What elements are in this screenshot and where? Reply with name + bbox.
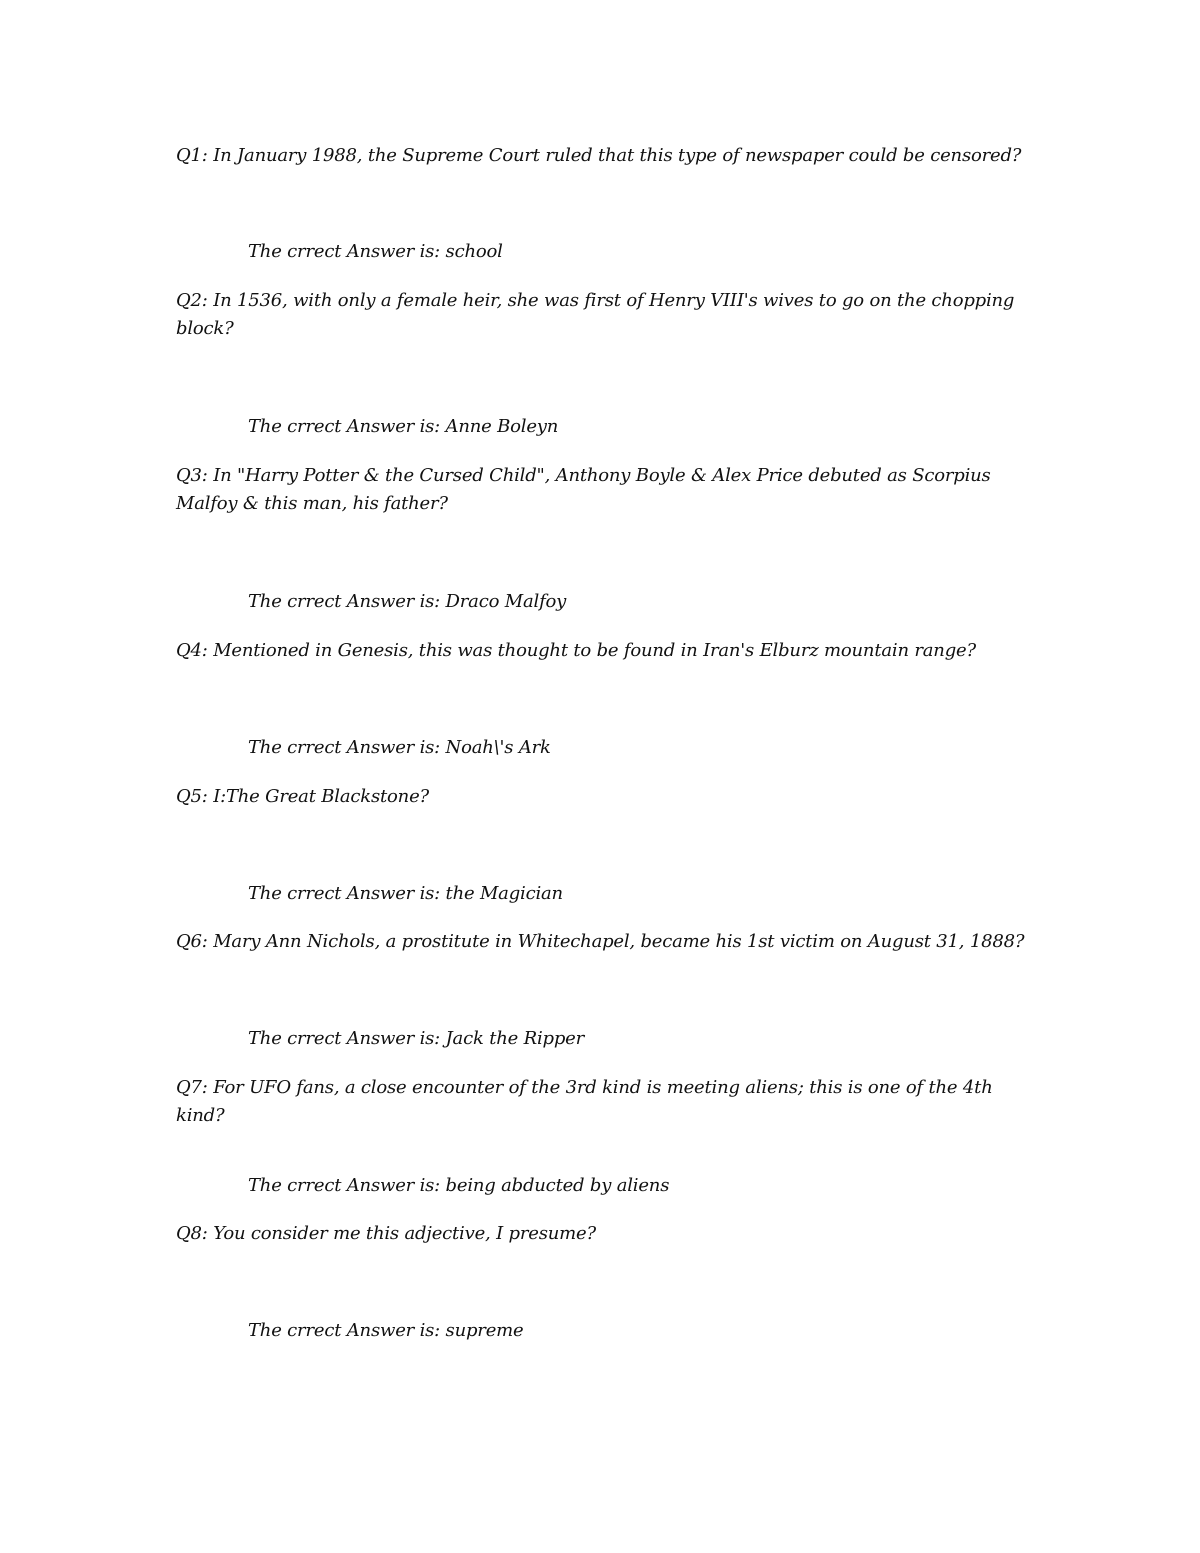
answer-1: The crrect Answer is: school — [248, 241, 503, 262]
answer-3: The crrect Answer is: Draco Malfoy — [248, 591, 567, 612]
answer-6: The crrect Answer is: Jack the Ripper — [248, 1028, 585, 1049]
question-7: Q7: For UFO fans, a close encounter of the 3rd kind is meeting aliens; this is one of the 4th kind? — [176, 1077, 993, 1126]
question-1: Q1: In January 1988, the Supreme Court ruled that this type of newspaper could be censored? — [176, 145, 1022, 166]
question-4: Q4: Mentioned in Genesis, this was thought to be found in Iran's Elburz mountain range? — [176, 640, 976, 661]
answer-4: The crrect Answer is: Noah\'s Ark — [248, 737, 551, 758]
answer-5: The crrect Answer is: the Magician — [248, 883, 563, 904]
question-3: Q3: In "Harry Potter & the Cursed Child", Anthony Boyle & Alex Price debuted as Scorpius Malfoy & this man, his father? — [176, 465, 991, 514]
question-5: Q5: I:The Great Blackstone? — [176, 786, 429, 807]
question-8: Q8: You consider me this adjective, I presume? — [176, 1223, 596, 1244]
answer-8: The crrect Answer is: supreme — [248, 1320, 524, 1341]
answer-7: The crrect Answer is: being abducted by aliens — [248, 1175, 670, 1196]
question-2: Q2: In 1536, with only a female heir, she was first of Henry VIII's wives to go on the chopping block? — [176, 290, 1015, 339]
question-6: Q6: Mary Ann Nichols, a prostitute in Whitechapel, became his 1st victim on August 31, 1888? — [176, 931, 1025, 952]
answer-2: The crrect Answer is: Anne Boleyn — [248, 416, 559, 437]
